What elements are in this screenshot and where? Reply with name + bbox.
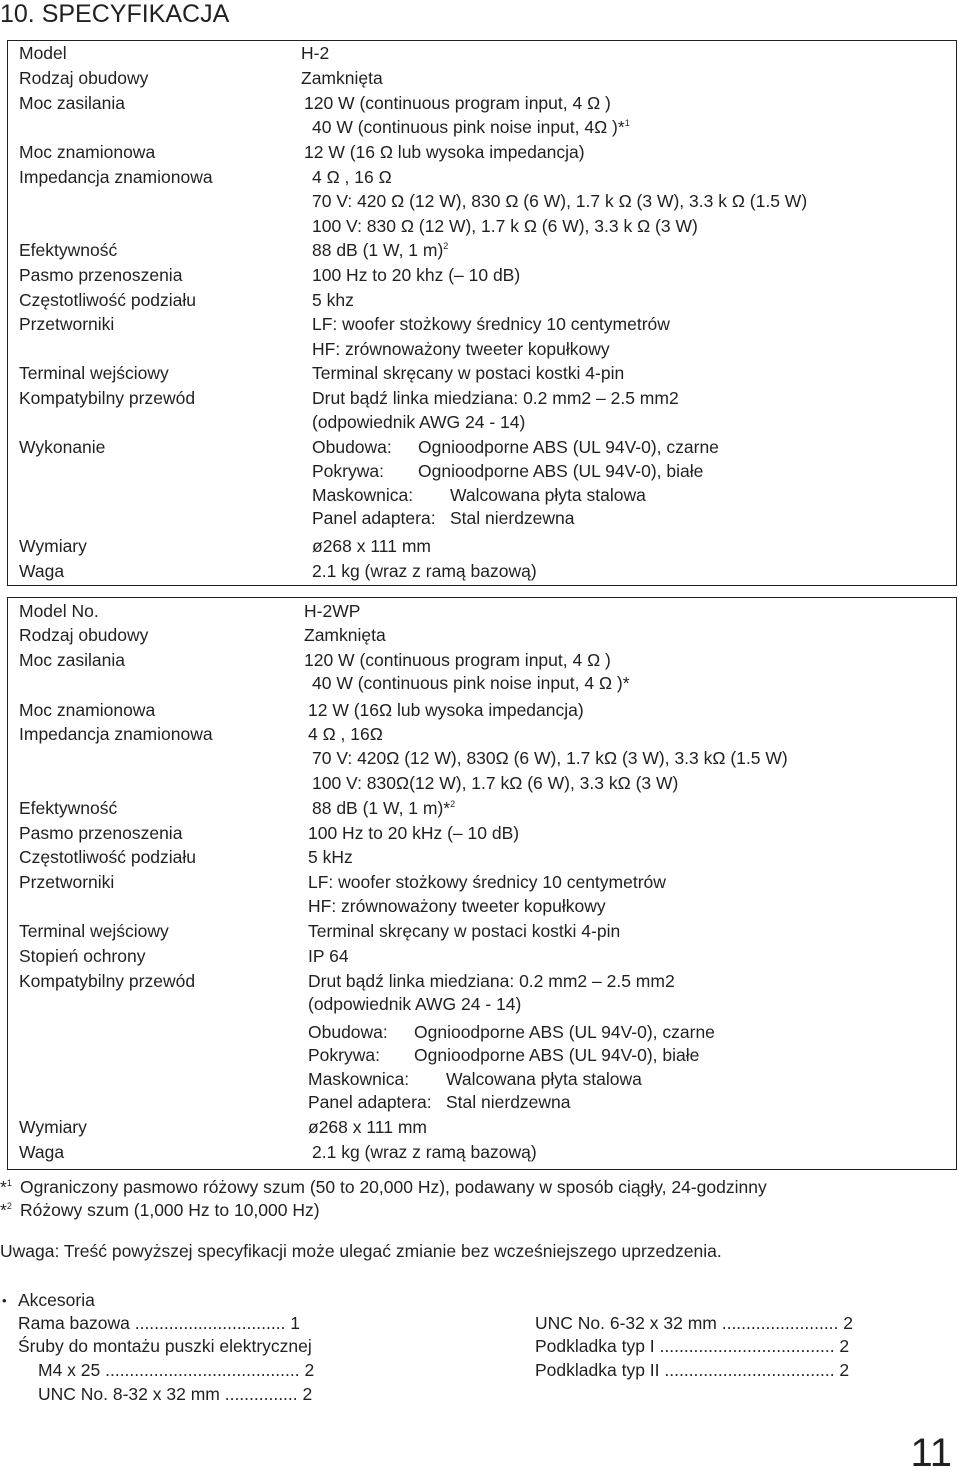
accessory-item: M4 x 25 ........................................ 2: [38, 1360, 315, 1380]
accessory-item: Podkladka typ I .................................... 2: [535, 1336, 850, 1356]
crossover-value: 5 khz: [312, 290, 354, 310]
footnote-mark: *: [0, 1177, 7, 1197]
finish-key: Pokrywa:: [312, 461, 384, 481]
finish-value: Stal nierdzewna: [446, 1092, 571, 1112]
dimensions-value: ø268 x 111 mm: [312, 536, 431, 556]
power-value-pink: 40 W (continuous pink noise input, 4Ω )*: [312, 117, 625, 137]
ip-rating-label: Stopień ochrony: [19, 946, 146, 966]
finish-key: Pokrywa:: [308, 1045, 380, 1065]
rated-power-label: Moc znamionowa: [19, 700, 156, 720]
crossover-value: 5 kHz: [308, 847, 353, 867]
footnote-mark: *: [0, 1200, 7, 1220]
finish-value: Ognioodporne ABS (UL 94V-0), białe: [414, 1045, 700, 1065]
frequency-label: Pasmo przenoszenia: [19, 265, 183, 285]
enclosure-value: Zamknięta: [301, 68, 383, 88]
accessory-item: UNC No. 8-32 x 32 mm ............... 2: [38, 1384, 313, 1404]
dimensions-label: Wymiary: [19, 536, 87, 556]
frequency-value: 100 Hz to 20 khz (– 10 dB): [312, 265, 521, 285]
finish-key: Obudowa:: [312, 437, 392, 457]
spec-table-h2wp: [7, 597, 957, 1170]
crossover-label: Częstotliwość podziału: [19, 290, 197, 310]
power-value-program: 120 W (continuous program input, 4 Ω ): [304, 93, 611, 113]
weight-value: 2.1 kg (wraz z ramą bazową): [312, 1142, 537, 1162]
cable-value: Drut bądź linka miedziana: 0.2 mm2 – 2.5 mm2: [308, 971, 675, 991]
model-label: Model: [19, 43, 67, 63]
cable-value: Drut bądź linka miedziana: 0.2 mm2 – 2.5 mm2: [312, 388, 679, 408]
sensitivity-value: 88 dB (1 W, 1 m)*: [312, 798, 451, 818]
finish-value: Walcowana płyta stalowa: [450, 485, 646, 505]
footnote-ref: 1: [624, 118, 630, 129]
rated-power-value: 12 W (16Ω lub wysoka impedancja): [308, 700, 584, 720]
finish-value: Ognioodporne ABS (UL 94V-0), czarne: [414, 1022, 715, 1042]
impedance-value: 4 Ω , 16 Ω: [312, 167, 392, 187]
accessory-item: UNC No. 6-32 x 32 mm ........................ 2: [535, 1313, 853, 1333]
finish-label: Wykonanie: [19, 437, 106, 457]
page-number: 11: [910, 1431, 952, 1475]
enclosure-label: Rodzaj obudowy: [19, 625, 149, 645]
footnote-number: 2: [6, 1201, 12, 1212]
frequency-label: Pasmo przenoszenia: [19, 823, 183, 843]
terminal-label: Terminal wejściowy: [19, 921, 169, 941]
finish-key: Maskownica:: [312, 485, 414, 505]
finish-value: Ognioodporne ABS (UL 94V-0), białe: [418, 461, 704, 481]
bullet-icon: •: [2, 1293, 7, 1308]
sensitivity-value: 88 dB (1 W, 1 m): [312, 240, 444, 260]
spec-table-h2: [7, 40, 957, 586]
footnote-2: [0, 1199, 320, 1221]
footnote-text: Ograniczony pasmowo różowy szum (50 to 20,000 Hz), podawany w sposób ciągły, 24-godzinny: [20, 1177, 767, 1197]
impedance-label: Impedancja znamionowa: [19, 724, 213, 744]
model-value: H-2WP: [304, 601, 361, 621]
cable-awg-value: (odpowiednik AWG 24 - 14): [308, 994, 522, 1014]
sensitivity-label: Efektywność: [19, 798, 118, 818]
dimensions-label: Wymiary: [19, 1117, 87, 1137]
finish-value: Walcowana płyta stalowa: [446, 1069, 642, 1089]
sensitivity-label: Efektywność: [19, 240, 118, 260]
weight-value: 2.1 kg (wraz z ramą bazową): [312, 561, 537, 581]
power-value-pink: 40 W (continuous pink noise input, 4 Ω )*: [312, 673, 630, 693]
drivers-label: Przetworniki: [19, 872, 115, 892]
finish-key: Panel adaptera:: [308, 1092, 432, 1112]
accessories-heading: Akcesoria: [18, 1290, 95, 1310]
drivers-hf-value: HF: zrównoważony tweeter kopułkowy: [312, 339, 610, 359]
cable-awg-value: (odpowiednik AWG 24 - 14): [312, 412, 526, 432]
terminal-value: Terminal skręcany w postaci kostki 4-pin: [312, 363, 625, 383]
impedance-70v-value: 70 V: 420Ω (12 W), 830Ω (6 W), 1.7 kΩ (3 W), 3.3 kΩ (1.5 W): [312, 748, 788, 768]
impedance-100v-value: 100 V: 830Ω(12 W), 1.7 kΩ (6 W), 3.3 kΩ (3 W): [312, 773, 679, 793]
terminal-label: Terminal wejściowy: [19, 363, 169, 383]
finish-value: Ognioodporne ABS (UL 94V-0), czarne: [418, 437, 719, 457]
impedance-100v-value: 100 V: 830 Ω (12 W), 1.7 k Ω (6 W), 3.3 k Ω (3 W): [312, 216, 698, 236]
power-label: Moc zasilania: [19, 650, 126, 670]
power-label: Moc zasilania: [19, 93, 126, 113]
accessory-item: Śruby do montażu puszki elektrycznej: [18, 1336, 312, 1356]
model-label: Model No.: [19, 601, 99, 621]
rated-power-value: 12 W (16 Ω lub wysoka impedancja): [304, 142, 585, 162]
frequency-value: 100 Hz to 20 kHz (– 10 dB): [308, 823, 520, 843]
impedance-label: Impedancja znamionowa: [19, 167, 213, 187]
finish-value: Stal nierdzewna: [450, 508, 575, 528]
footnote-number: 1: [6, 1178, 12, 1189]
rated-power-label: Moc znamionowa: [19, 142, 156, 162]
footnote-1: [0, 1176, 767, 1198]
ip-rating-value: IP 64: [308, 946, 349, 966]
enclosure-label: Rodzaj obudowy: [19, 68, 149, 88]
drivers-lf-value: LF: woofer stożkowy średnicy 10 centymetrów: [312, 314, 670, 334]
page-title: 10. SPECYFIKACJA: [0, 0, 230, 28]
change-notice: Uwaga: Treść powyższej specyfikacji może ulegać zmianie bez wcześniejszego uprzedzenia.: [0, 1241, 722, 1261]
footnote-ref: 2: [450, 799, 456, 810]
accessory-item: Rama bazowa ............................... 1: [18, 1313, 301, 1333]
weight-label: Waga: [19, 561, 65, 581]
impedance-70v-value: 70 V: 420 Ω (12 W), 830 Ω (6 W), 1.7 k Ω (3 W), 3.3 k Ω (1.5 W): [312, 191, 808, 211]
terminal-value: Terminal skręcany w postaci kostki 4-pin: [308, 921, 621, 941]
drivers-hf-value: HF: zrównoważony tweeter kopułkowy: [308, 896, 606, 916]
footnote-ref: 2: [443, 241, 449, 252]
drivers-label: Przetworniki: [19, 314, 115, 334]
finish-key: Maskownica:: [308, 1069, 410, 1089]
footnote-text: Różowy szum (1,000 Hz to 10,000 Hz): [20, 1200, 320, 1220]
crossover-label: Częstotliwość podziału: [19, 847, 197, 867]
enclosure-value: Zamknięta: [304, 625, 386, 645]
impedance-value: 4 Ω , 16Ω: [308, 724, 383, 744]
model-value: H-2: [301, 43, 330, 63]
cable-label: Kompatybilny przewód: [19, 971, 196, 991]
finish-key: Panel adaptera:: [312, 508, 436, 528]
weight-label: Waga: [19, 1142, 65, 1162]
cable-label: Kompatybilny przewód: [19, 388, 196, 408]
accessory-item: Podkladka typ II ................................... 2: [535, 1360, 850, 1380]
drivers-lf-value: LF: woofer stożkowy średnicy 10 centymetrów: [308, 872, 666, 892]
dimensions-value: ø268 x 111 mm: [308, 1117, 427, 1137]
power-value-program: 120 W (continuous program input, 4 Ω ): [304, 650, 611, 670]
finish-key: Obudowa:: [308, 1022, 388, 1042]
